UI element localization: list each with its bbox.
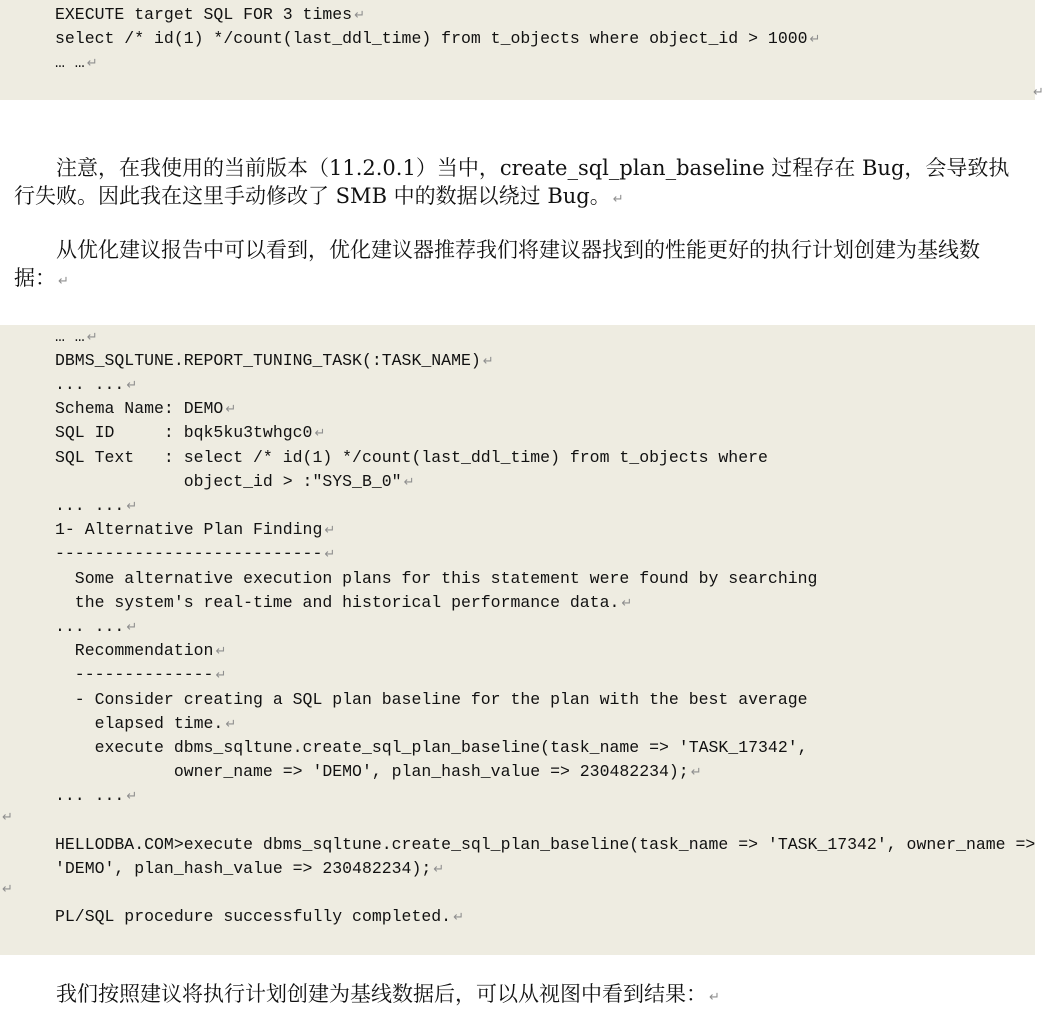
paragraph-advisor-report: 从优化建议报告中可以看到，优化建议器推荐我们将建议器找到的性能更好的执行计划创建为基线数据： ↵	[14, 238, 980, 290]
code-line: … … ↵	[55, 53, 98, 72]
code-line: EXECUTE target SQL FOR 3 times ↵	[55, 5, 365, 24]
paragraph-view-result: 我们按照建议将执行计划创建为基线数据后，可以从视图中看到结果： ↵	[56, 982, 720, 1006]
code-line: 1- Alternative Plan Finding ↵	[55, 520, 336, 539]
code-line: object_id > :"SYS_B_0" ↵	[55, 472, 415, 491]
edge-paragraph-mark: ↵	[2, 882, 13, 897]
code-line: ... ... ↵	[55, 786, 138, 805]
code-line: elapsed time. ↵	[55, 714, 237, 733]
code-line: SQL ID : bqk5ku3twhgc0 ↵	[55, 423, 326, 442]
edge-paragraph-mark: ↵	[1033, 85, 1044, 100]
code-block-tuning-report	[0, 325, 1035, 955]
code-line: SQL Text : select /* id(1) */count(last_ddl_time) from t_objects where	[55, 448, 768, 467]
code-line: Schema Name: DEMO ↵	[55, 399, 237, 418]
code-line: owner_name => 'DEMO', plan_hash_value => 230482234); ↵	[55, 762, 702, 781]
code-line: --------------------------- ↵	[55, 544, 336, 563]
code-line: ... ... ↵	[55, 617, 138, 636]
code-line: … … ↵	[55, 327, 98, 346]
code-line: ... ... ↵	[55, 375, 138, 394]
code-line: Recommendation ↵	[55, 641, 227, 660]
code-line: the system's real-time and historical performance data. ↵	[55, 593, 633, 612]
code-line: ... ... ↵	[55, 496, 138, 515]
code-line: Some alternative execution plans for this statement were found by searching	[55, 569, 818, 588]
code-line: HELLODBA.COM>execute dbms_sqltune.create_sql_plan_baseline(task_name => 'TASK_17342', owner_name =>	[55, 835, 1036, 854]
code-line: 'DEMO', plan_hash_value => 230482234); ↵	[55, 859, 445, 878]
code-line: execute dbms_sqltune.create_sql_plan_baseline(task_name => 'TASK_17342',	[55, 738, 808, 757]
code-line: PL/SQL procedure successfully completed. ↵	[55, 907, 464, 926]
paragraph-bug-note: 注意，在我使用的当前版本（11.2.0.1）当中，create_sql_plan_baseline 过程存在 Bug，会导致执行失败。因此我在这里手动修改了 SMB 中的数据以绕过 Bug。 ↵	[14, 156, 1010, 208]
code-line: DBMS_SQLTUNE.REPORT_TUNING_TASK(:TASK_NAME) ↵	[55, 351, 494, 370]
edge-paragraph-mark: ↵	[2, 810, 13, 825]
code-line: - Consider creating a SQL plan baseline for the plan with the best average	[55, 690, 808, 709]
code-line: select /* id(1) */count(last_ddl_time) from t_objects where object_id > 1000 ↵	[55, 29, 821, 48]
code-line: -------------- ↵	[55, 665, 227, 684]
code-block-sql-execute	[0, 0, 1035, 100]
